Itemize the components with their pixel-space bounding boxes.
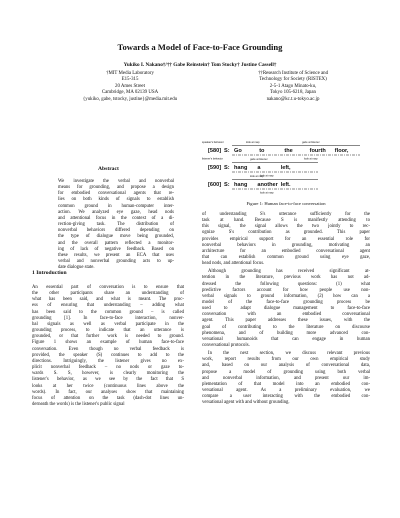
utterance-word: left. [280, 182, 291, 188]
text-line: tention in the literature, previous work has not ad- [202, 275, 370, 281]
text-line: versational humanoids that can engage in human [202, 336, 370, 342]
text-line: wards S. S, however, is clearly monitoring the [32, 371, 184, 377]
text-line: Although grounding has received significant at- [208, 269, 370, 275]
text-line: model of the face-to-face grounding process be [202, 299, 370, 305]
text-line: directions. Intriguingly, the listener gives no ex- [32, 358, 184, 364]
behavior-label: gaze at listener [302, 141, 320, 144]
text-line: bal signals as well as verbal participate in the [32, 321, 184, 327]
text-line: action. We analyzed eye gaze, head nods [58, 209, 174, 215]
abstract-heading: Abstract [98, 166, 119, 172]
text-line: lies on both kinds of signals to establish [58, 197, 174, 203]
behavior-label: listener's behavior [202, 157, 223, 161]
text-line: that can establish common ground using eye gaze, [202, 255, 370, 261]
affiliation-line: 20 Ames Street [115, 83, 145, 89]
text-line: the other participants share an understanding of [32, 291, 184, 297]
utterance-word: hang [234, 165, 248, 171]
text-line: plicit nonverbal feedback – no nods or gaze to- [32, 365, 184, 371]
affiliation-line: Technology for Society (RISTEX) [259, 77, 327, 83]
text-line: head nods, and attentional focus. [202, 261, 265, 267]
text-line: date dialogue state. [58, 265, 95, 271]
utterance-word: fourth [309, 148, 326, 154]
text-line: derneath the words) is the listener's public signal [32, 401, 125, 407]
introduction-heading: 1 Introduction [32, 270, 67, 276]
affiliation-email: nakano@kc.t.u-tokyo.ac.jp [266, 96, 320, 102]
utterance-word: left, [280, 165, 291, 171]
text-line: the type of dialogue move being grounded, [58, 234, 174, 240]
right-column-body [202, 212, 370, 406]
text-line: grounding process, to indicate that an utterance is [32, 328, 184, 334]
text-line: verbal signals to ground information, (2) how can a [202, 293, 370, 299]
text-line: what has been said, and what is meant. The proc- [32, 297, 184, 303]
timestamp: [590] [208, 165, 222, 171]
behavior-label: look at map [304, 157, 318, 161]
text-line: grounded, or that further work is needed to ground. [32, 334, 184, 340]
text-line: conversational protocols. [202, 343, 250, 349]
text-line: means for grounding, and propose a design [58, 185, 174, 191]
behavior-label: look at map [260, 174, 274, 178]
text-line: propose a model of grounding using both verbal [202, 369, 370, 375]
text-line: An essential part of conversation is to ensure that [32, 285, 184, 290]
utterance-word: Go [234, 148, 242, 154]
affiliation-email: {yukiko, gabe, tstocky, justine}@media.mit.edu [82, 96, 178, 102]
affiliation-line: †MIT Media Laboratory [106, 71, 154, 76]
text-line: ognize S's contribution as grounded. This paper [202, 230, 370, 236]
text-line: agent. This paper addresses these issues, with the [202, 318, 370, 324]
behavior-label: speaker's behavior [202, 141, 224, 144]
utterance-word: another [257, 182, 278, 188]
text-line: task at hand. Because S is manifestly attending to [202, 218, 370, 224]
timestamp: [580] [208, 148, 222, 154]
affiliation-line: ††Research Institute of Science and [257, 71, 329, 76]
text-line: predictive factors account for how people use non- [202, 287, 370, 293]
speaker-label: S: [224, 165, 230, 171]
utterance-word: floor, [334, 148, 349, 154]
affiliation-mit [60, 71, 200, 103]
text-line: nonverbal behaviors differed depending on [58, 228, 174, 234]
figure-caption: Figure 1: Human face-to-face conversation [246, 201, 326, 206]
text-line: In the next section, we discuss relevant previous [208, 351, 370, 357]
text-line: of understanding S's utterance sufficiently for the [202, 212, 370, 217]
timestamp: [600] [208, 182, 222, 188]
utterance-word: hang [234, 182, 248, 188]
text-line: We investigate the verbal and nonverbal [58, 179, 174, 184]
text-line: provided, the speaker (S) continues to add to the [32, 352, 184, 358]
text-line: and nonverbal information, and present our im- [202, 375, 370, 381]
text-line: ing of lack of negative feedback. Based on [58, 246, 174, 252]
text-line: used to adapt dialogue management to face-to-face [202, 306, 370, 312]
text-line: words). In fact, our analyses show that maintaining [32, 389, 184, 395]
text-line: plementation of that model into an embodied con- [202, 381, 370, 387]
text-line: listener's behavior, as we see by the fact that S [32, 377, 184, 383]
text-line: and attentional focus in the context of a di- [58, 215, 174, 221]
text-line: Figure 1 shows an example of human face-to-face [32, 340, 184, 346]
behavior-label: look at map [250, 175, 264, 178]
figure-1-conversation-transcript [200, 140, 366, 195]
text-line: phenomena, and of building more advanced con- [202, 330, 370, 336]
text-line: nonverbal behaviors in grounding, motivating an [202, 242, 370, 248]
text-line: rection-giving task. The distribution of [58, 222, 174, 228]
text-line: work, report results from our own empirical study [202, 357, 370, 363]
affiliation-line: Tokyo 105-6218, Japan [270, 90, 316, 96]
text-line: verbal and nonverbal grounding acts to up- [58, 259, 174, 265]
text-line: has been said to the common ground – is called [32, 309, 184, 315]
abstract-body [58, 179, 174, 271]
text-line: ess of ensuring that understanding – adding what [32, 303, 184, 309]
text-line: dressed the following questions: (1) what [202, 281, 370, 287]
text-line: versational agent. As a preliminary evaluation, we [202, 387, 370, 393]
text-line: compare a user interacting with the embodied con- [202, 394, 370, 400]
speaker-label: S: [224, 182, 230, 188]
author-list: Yukiko I. Nakano†/†† Gabe Reinstein† Tom Stocky† Justine Cassell† [123, 62, 277, 68]
speaker-label: S: [224, 148, 230, 154]
text-line: for embodied conversational agents that re- [58, 191, 174, 197]
text-line: looks at her twice (continuous lines above the [32, 383, 184, 389]
text-line: versational agent with and without grounding. [202, 400, 290, 406]
text-line: conversation. Even though no verbal feedback is [32, 346, 184, 352]
text-line: common ground in human-computer inter- [58, 203, 174, 209]
utterance-word: to [259, 148, 265, 154]
affiliation-line: Cambridge, MA 02139 USA [101, 90, 159, 96]
text-line: focus of attention on the task (dash-dot lines un- [32, 395, 184, 401]
text-line: grounding [1]. In face-to-face interaction, nonver- [32, 315, 184, 321]
affiliation-ristex [218, 71, 368, 103]
text-line: and the overall pattern reflected a monitor- [58, 240, 174, 246]
paper-title: Towards a Model of Face-to-Face Grounding [117, 42, 283, 52]
text-line: provides empirical support for an essential role for [202, 236, 370, 242]
utterance-word: the [284, 148, 293, 154]
affiliation-line: 2-5-1 Atago Minato-ku, [269, 83, 317, 89]
behavior-label: look at map [260, 191, 274, 195]
introduction-body [32, 285, 184, 408]
affiliation-line: E15-315 [121, 77, 139, 83]
behavior-label: look at map [246, 141, 260, 144]
text-line: architecture for an embodied conversational agent [202, 248, 370, 254]
text-line: this signal, the signal allows the two jointly to rec- [202, 224, 370, 230]
text-line: and, based on our analysis of conversational data, [202, 363, 370, 369]
text-line: these results, we present an ECA that uses [58, 252, 174, 258]
utterance-word: a [257, 165, 261, 171]
text-line: conversation with an embodied conversational [202, 312, 370, 318]
behavior-label: gaze at listener [250, 158, 268, 161]
text-line: goal of contributing to the literature on discourse [202, 324, 370, 330]
